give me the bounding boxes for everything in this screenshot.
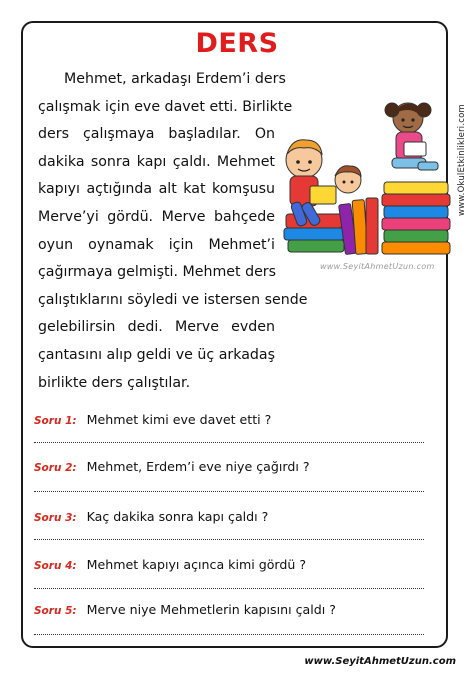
answer-line-3[interactable] bbox=[34, 539, 424, 540]
question-4 bbox=[34, 557, 434, 572]
question-text: Mehmet, Erdem’i eve niye çağırdı ? bbox=[86, 459, 310, 474]
story-line: çalışmak için eve davet etti. Birlikte bbox=[38, 98, 293, 115]
story-line: çantasını alıp geldi ve üç arkadaş bbox=[38, 346, 275, 363]
story-line: birlikte ders çalıştılar. bbox=[38, 374, 191, 391]
answer-line-5[interactable] bbox=[34, 634, 424, 635]
question-1 bbox=[34, 412, 434, 427]
children-reading-illustration bbox=[280, 96, 454, 266]
question-label: Soru 3: bbox=[34, 512, 77, 524]
story-line: ders çalışmaya başladılar. On bbox=[38, 126, 275, 143]
answer-line-1[interactable] bbox=[34, 442, 424, 443]
question-text: Mehmet kimi eve davet etti ? bbox=[86, 412, 272, 427]
watermark: www.SeyitAhmetUzun.com bbox=[320, 262, 435, 271]
page-title: DERS bbox=[195, 28, 279, 59]
question-2 bbox=[34, 459, 434, 474]
question-label: Soru 5: bbox=[34, 605, 77, 617]
story-line: dakika sonra kapı çaldı. Mehmet bbox=[38, 153, 275, 170]
answer-line-2[interactable] bbox=[34, 491, 424, 492]
story-text bbox=[38, 66, 308, 397]
question-5 bbox=[34, 602, 434, 617]
question-label: Soru 2: bbox=[34, 462, 77, 474]
story-line: oyun oynamak için Mehmet’i bbox=[38, 236, 275, 253]
story-line: kapıyı açtığında alt kat komşusu bbox=[38, 181, 275, 198]
side-url: www.OkulEtkinlikleri.com bbox=[457, 103, 467, 216]
story-line: çalıştıklarını söyledi ve istersen sende bbox=[38, 291, 308, 308]
question-label: Soru 4: bbox=[34, 560, 77, 572]
story-line: Merve’yi gördü. Merve bahçede bbox=[38, 208, 275, 225]
answer-line-4[interactable] bbox=[34, 588, 424, 589]
story-line: çağırmaya gelmişti. Mehmet ders bbox=[38, 264, 277, 281]
footer-url: www.SeyitAhmetUzun.com bbox=[304, 656, 456, 667]
question-label: Soru 1: bbox=[34, 415, 77, 427]
question-text: Merve niye Mehmetlerin kapısını çaldı ? bbox=[86, 602, 336, 617]
question-text: Kaç dakika sonra kapı çaldı ? bbox=[86, 509, 269, 524]
question-3 bbox=[34, 509, 434, 524]
question-text: Mehmet kapıyı açınca kimi gördü ? bbox=[86, 557, 307, 572]
story-line: Mehmet, arkadaşı Erdem’i ders bbox=[64, 71, 286, 87]
story-line: gelebilirsin dedi. Merve evden bbox=[38, 319, 275, 336]
